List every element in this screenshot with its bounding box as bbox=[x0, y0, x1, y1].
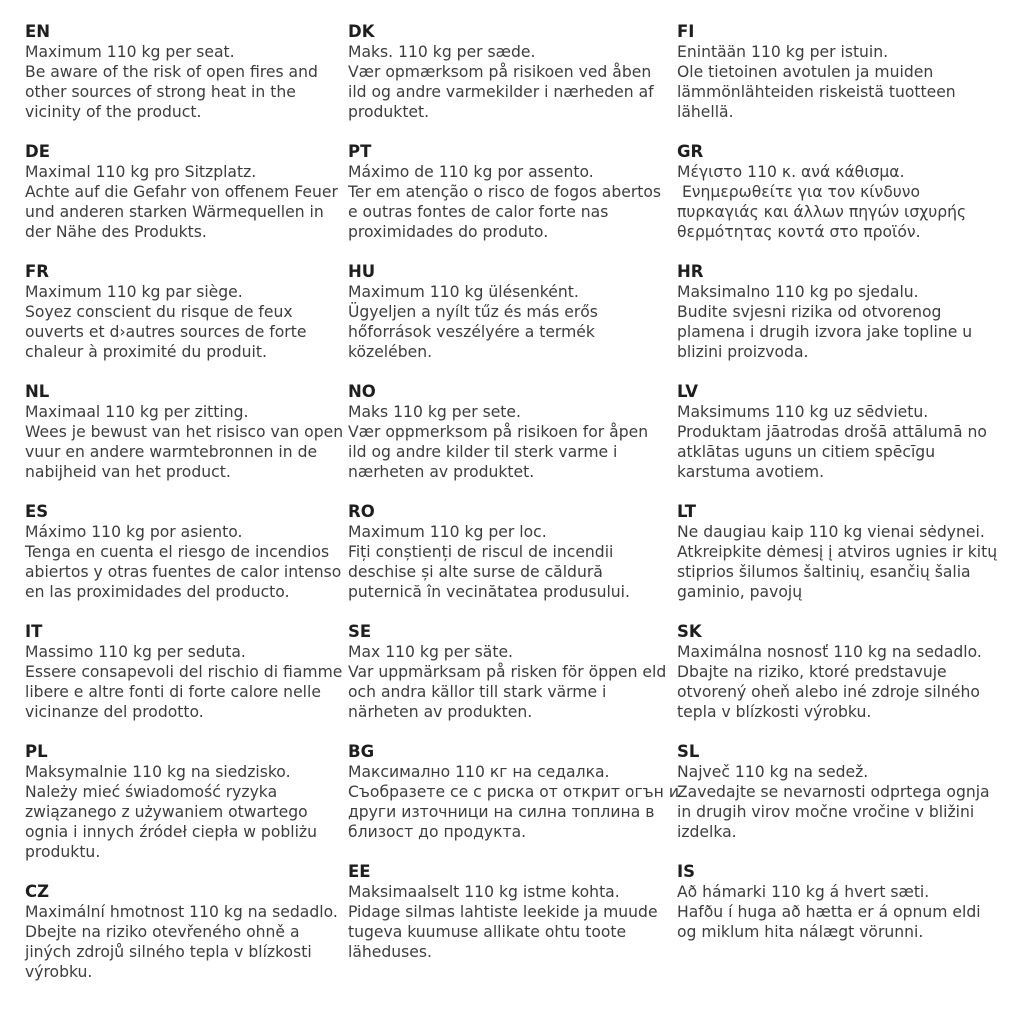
instruction-line: proximidades do produto. bbox=[348, 223, 549, 241]
instruction-line: läheduses. bbox=[348, 943, 432, 961]
instruction-line: związanego z używaniem otwartego bbox=[25, 803, 308, 821]
language-section bbox=[677, 142, 1020, 242]
language-code: PL bbox=[25, 742, 48, 761]
instruction-line: Max 110 kg per säte. bbox=[348, 643, 514, 661]
instruction-line: nærheten av produktet. bbox=[348, 463, 535, 481]
language-section bbox=[677, 262, 1020, 362]
language-section bbox=[25, 382, 348, 482]
instruction-line: výrobku. bbox=[25, 963, 93, 981]
language-section bbox=[348, 142, 677, 242]
instruction-line: och andra källor till stark värme i bbox=[348, 683, 607, 701]
instruction-line: Ter em atenção o risco de fogos abertos bbox=[348, 183, 662, 201]
instruction-line: og miklum hita nálægt vörunni. bbox=[677, 923, 924, 941]
instruction-line: Máximo de 110 kg por assento. bbox=[348, 163, 594, 181]
instruction-line: Ole tietoinen avotulen ja muiden bbox=[677, 63, 934, 81]
language-code: CZ bbox=[25, 882, 50, 901]
language-section bbox=[348, 22, 677, 122]
instruction-line: in drugih virov močne vročine v bližini bbox=[677, 803, 975, 821]
instruction-line: ognia i innych źródeł ciepła w pobliżu bbox=[25, 823, 317, 841]
instruction-line: Максимално 110 кг на седалка. bbox=[348, 763, 610, 781]
instruction-line: atklātas uguns un citiem spēcīgu bbox=[677, 443, 936, 461]
instruction-line: other sources of strong heat in the bbox=[25, 83, 296, 101]
instruction-line: vicinanze del prodotto. bbox=[25, 703, 204, 721]
instruction-line: Var uppmärksam på risken för öppen eld bbox=[348, 663, 667, 681]
instruction-line: Съобразете се с риска от открит огън и bbox=[348, 783, 679, 801]
instruction-line: blizini proizvoda. bbox=[677, 343, 809, 361]
instruction-line: Maximální hmotnost 110 kg na sedadlo. bbox=[25, 903, 338, 921]
instruction-line: närheten av produkten. bbox=[348, 703, 533, 721]
language-column bbox=[677, 22, 1020, 1024]
instruction-line: Maximal 110 kg pro Sitzplatz. bbox=[25, 163, 257, 181]
instruction-line: други източници на силна топлина в bbox=[348, 803, 655, 821]
instruction-line: Maximum 110 kg ülésenként. bbox=[348, 283, 579, 301]
instruction-line: Hafðu í huga að hætta er á opnum eldi bbox=[677, 903, 981, 921]
instruction-line: vuur en andere warmtebronnen in de bbox=[25, 443, 318, 461]
instruction-line: deschise și alte surse de căldură bbox=[348, 563, 603, 581]
language-code: BG bbox=[348, 742, 375, 761]
instruction-line: nabijheid van het product. bbox=[25, 463, 231, 481]
instruction-line: plamena i drugih izvora jake topline u bbox=[677, 323, 973, 341]
instruction-line: Vær oppmerksom på risikoen for åpen bbox=[348, 423, 649, 441]
language-section bbox=[348, 742, 677, 842]
instruction-line: Maksimalno 110 kg po sjedalu. bbox=[677, 283, 919, 301]
instruction-line: chaleur à proximité du produit. bbox=[25, 343, 267, 361]
language-section bbox=[348, 862, 677, 962]
instruction-line: en las proximidades del producto. bbox=[25, 583, 290, 601]
instruction-line: Maksymalnie 110 kg na siedzisko. bbox=[25, 763, 291, 781]
instruction-line: otvorený oheň alebo iné zdroje silného bbox=[677, 683, 980, 701]
language-code: IS bbox=[677, 862, 696, 881]
instruction-line: Tenga en cuenta el riesgo de incendios bbox=[25, 543, 330, 561]
language-section bbox=[25, 502, 348, 602]
language-code: FR bbox=[25, 262, 49, 281]
instruction-line: Produktam jāatrodas drošā attālumā no bbox=[677, 423, 987, 441]
instruction-line: Dbajte na riziko, ktoré predstavuje bbox=[677, 663, 947, 681]
instruction-line: e outras fontes de calor forte nas bbox=[348, 203, 609, 221]
instruction-line: jiných zdrojů silného tepla v blízkosti bbox=[25, 943, 312, 961]
language-code: RO bbox=[348, 502, 375, 521]
language-code: HR bbox=[677, 262, 704, 281]
instruction-line: puternică în vecinătatea produsului. bbox=[348, 583, 630, 601]
language-code: NO bbox=[348, 382, 376, 401]
instruction-line: Essere consapevoli del rischio di fiamme bbox=[25, 663, 343, 681]
instruction-line: produktet. bbox=[348, 103, 430, 121]
instruction-line: Dbejte na riziko otevřeného ohně a bbox=[25, 923, 300, 941]
instruction-line: tugeva kuumuse allikate ohtu toote bbox=[348, 923, 627, 941]
instruction-line: vicinity of the product. bbox=[25, 103, 202, 121]
instruction-line: abiertos y otras fuentes de calor intenso bbox=[25, 563, 342, 581]
language-code: SL bbox=[677, 742, 700, 761]
language-section bbox=[25, 742, 348, 862]
instruction-line: Należy mieć świadomość ryzyka bbox=[25, 783, 278, 801]
language-code: EN bbox=[25, 22, 51, 41]
instruction-line: libere e altre fonti di forte calore nelle bbox=[25, 683, 321, 701]
instruction-line: Maximaal 110 kg per zitting. bbox=[25, 403, 249, 421]
instruction-line: produktu. bbox=[25, 843, 101, 861]
instruction-line: Budite svjesni rizika od otvorenog bbox=[677, 303, 942, 321]
instruction-line: tepla v blízkosti výrobku. bbox=[677, 703, 872, 721]
instruction-line: Maximálna nosnosť 110 kg na sedadlo. bbox=[677, 643, 982, 661]
instruction-line: Ügyeljen a nyílt tűz és más erős bbox=[348, 303, 598, 321]
instruction-line: Fiți conștienți de riscul de incendii bbox=[348, 543, 614, 561]
instruction-line: Maksimaalselt 110 kg istme kohta. bbox=[348, 883, 620, 901]
language-section bbox=[348, 502, 677, 602]
language-section bbox=[677, 502, 1020, 602]
instruction-line: közelében. bbox=[348, 343, 433, 361]
instruction-line: Maximum 110 kg per loc. bbox=[348, 523, 547, 541]
instruction-line: Maximum 110 kg per seat. bbox=[25, 43, 235, 61]
language-section bbox=[677, 622, 1020, 722]
language-section bbox=[25, 262, 348, 362]
language-section bbox=[677, 742, 1020, 842]
language-section bbox=[25, 22, 348, 122]
instruction-line: πυρκαγιάς και άλλων πηγών ισχυρής bbox=[677, 203, 967, 221]
language-section bbox=[25, 882, 348, 982]
language-code: FI bbox=[677, 22, 695, 41]
language-code: HU bbox=[348, 262, 376, 281]
instruction-line: близост до продукта. bbox=[348, 823, 527, 841]
language-code: IT bbox=[25, 622, 43, 641]
instruction-line: Maximum 110 kg par siège. bbox=[25, 283, 243, 301]
language-code: NL bbox=[25, 382, 50, 401]
instruction-line: Be aware of the risk of open fires and bbox=[25, 63, 318, 81]
instruction-line: Μέγιστο 110 κ. ανά κάθισμα. bbox=[677, 163, 905, 181]
language-code: LV bbox=[677, 382, 699, 401]
instruction-line: stiprios šilumos šaltinių, esančių šalia bbox=[677, 563, 971, 581]
language-code: GR bbox=[677, 142, 704, 161]
instruction-line: karstuma avotiem. bbox=[677, 463, 825, 481]
instruction-line: Maks 110 kg per sete. bbox=[348, 403, 521, 421]
instruction-line: Maksimums 110 kg uz sēdvietu. bbox=[677, 403, 929, 421]
instruction-line: izdelka. bbox=[677, 823, 737, 841]
instruction-line: Atkreipkite dėmesį į atviros ugnies ir kitų bbox=[677, 543, 998, 561]
language-section bbox=[348, 382, 677, 482]
instruction-line: der Nähe des Produkts. bbox=[25, 223, 207, 241]
instruction-line: Wees je bewust van het risisco van open bbox=[25, 423, 344, 441]
language-code: LT bbox=[677, 502, 697, 521]
instruction-line: lähellä. bbox=[677, 103, 734, 121]
language-column bbox=[25, 22, 348, 1024]
language-code: SE bbox=[348, 622, 372, 641]
language-code: PT bbox=[348, 142, 372, 161]
language-section bbox=[677, 862, 1020, 942]
instruction-line: Máximo 110 kg por asiento. bbox=[25, 523, 243, 541]
language-column bbox=[348, 22, 677, 1024]
language-section bbox=[677, 382, 1020, 482]
instruction-line: Achte auf die Gefahr von offenem Feuer bbox=[25, 183, 338, 201]
instruction-line: Enintään 110 kg per istuin. bbox=[677, 43, 889, 61]
language-code: DE bbox=[25, 142, 50, 161]
instruction-line: Zavedajte se nevarnosti odprtega ognja bbox=[677, 783, 990, 801]
instruction-line: Ενημερωθείτε για τον κίνδυνο bbox=[677, 183, 921, 201]
language-code: ES bbox=[25, 502, 49, 521]
instruction-line: Maks. 110 kg per sæde. bbox=[348, 43, 536, 61]
instruction-line: Vær opmærksom på risikoen ved åben bbox=[348, 63, 652, 81]
instruction-line: Pidage silmas lahtiste leekide ja muude bbox=[348, 903, 658, 921]
language-section bbox=[348, 262, 677, 362]
instruction-line: ouverts et d›autres sources de forte bbox=[25, 323, 307, 341]
language-section bbox=[348, 622, 677, 722]
instruction-line: hőforrások veszélyére a termék bbox=[348, 323, 595, 341]
language-section bbox=[25, 142, 348, 242]
instruction-line: Massimo 110 kg per seduta. bbox=[25, 643, 246, 661]
instruction-line: Največ 110 kg na sedež. bbox=[677, 763, 869, 781]
instruction-line: Ne daugiau kaip 110 kg vienai sėdynei. bbox=[677, 523, 985, 541]
instruction-line: ild og andre kilder til sterk varme i bbox=[348, 443, 618, 461]
instruction-line: gaminio, pavojų bbox=[677, 583, 803, 601]
language-section bbox=[677, 22, 1020, 122]
instruction-line: Soyez conscient du risque de feux bbox=[25, 303, 293, 321]
instruction-line: lämmönlähteiden riskeistä tuotteen bbox=[677, 83, 956, 101]
instruction-line: ild og andre varmekilder i nærheden af bbox=[348, 83, 654, 101]
language-code: EE bbox=[348, 862, 371, 881]
instruction-line: θερμότητας κοντά στο προϊόν. bbox=[677, 223, 921, 241]
instruction-line: Að hámarki 110 kg á hvert sæti. bbox=[677, 883, 930, 901]
language-code: SK bbox=[677, 622, 702, 641]
language-section bbox=[25, 622, 348, 722]
instruction-line: und anderen starken Wärmequellen in bbox=[25, 203, 324, 221]
language-code: DK bbox=[348, 22, 375, 41]
